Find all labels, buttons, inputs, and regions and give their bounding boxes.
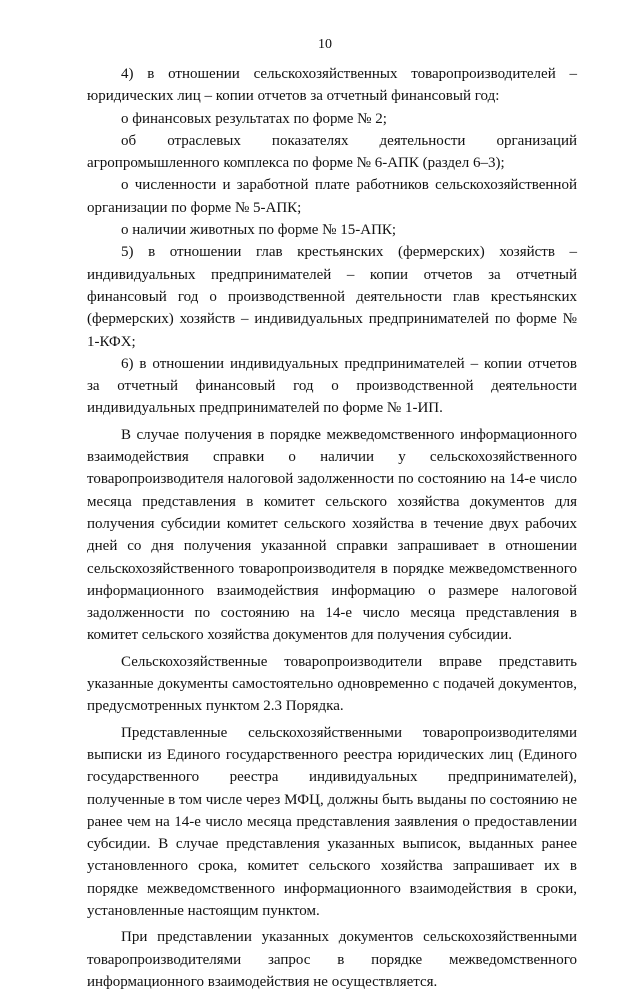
paragraph-employees-salary: о численности и заработной плате работников сельскохозяйственной организации по форме № 5-АПК;	[87, 177, 577, 216]
paragraph-registry-extracts: Представленные сельскохозяйственными товаропроизводителями выписки из Единого государственного реестра юридических лиц (Единого государственного реестра индивидуальных предпринимателей), полученные в том числе через МФЦ, должны быть выданы по состоянию не ранее чем на 14-е число месяца представления заявления о предоставлении субсидии. В случае представления указанных выписок, выданных ранее установленного срока, комитет сельского хозяйства запрашивает их в порядке межведомственного информационного взаимодействия в сроки, установленные настоящим пунктом.	[87, 724, 577, 919]
paragraph-financial-results: о финансовых результатах по форме № 2;	[121, 110, 387, 127]
page-number: 10	[318, 37, 332, 52]
body-text	[87, 63, 577, 993]
paragraph-item-6: 6) в отношении индивидуальных предпринимателей – копии отчетов за отчетный финансовый год о производственной деятельности индивидуальных предпринимателей по форме № 1-ИП.	[87, 355, 577, 417]
paragraph-no-request: При представлении указанных документов сельскохозяйственными товаропроизводителями запрос в порядке межведомственного информационного взаимодействия не осуществляется.	[87, 929, 577, 990]
paragraph-industry-indicators: об отраслевых показателях деятельности организаций агропромышленного комплекса по форме № 6-АПК (раздел 6–3);	[87, 132, 577, 172]
paragraph-livestock: о наличии животных по форме № 15-АПК;	[121, 222, 397, 239]
paragraph-item-4: 4) в отношении сельскохозяйственных товаропроизводителей – юридических лиц – копии отчетов за отчетный финансовый год:	[87, 66, 577, 105]
paragraph-self-submission: Сельскохозяйственные товаропроизводители вправе представить указанные документы самостоятельно одновременно с подачей документов, предусмотренных пунктом 2.3 Порядка.	[87, 653, 577, 715]
paragraph-tax-debt: В случае получения в порядке межведомственного информационного взаимодействия справки о наличии у сельскохозяйственного товаропроизводителя налоговой задолженности по состоянию на 14-е число месяца представления в комитет сельского хозяйства документов для получения субсидии комитет сельского хозяйства в течение двух рабочих дней со дня получения указанной справки запрашивает в отношении сельскохозяйственного товаропроизводителя в порядке межведомственного информационного взаимодействия информацию о размере налоговой задолженности по состоянию на 14-е число месяца представления в комитет сельского хозяйства документов для получения субсидии.	[87, 426, 577, 644]
paragraph-item-5: 5) в отношении глав крестьянских (фермерских) хозяйств – индивидуальных предпринимателей – копии отчетов за отчетный финансовый год о производственной деятельности глав крестьянских (фермерских) хозяйств – индивидуальных предпринимателей по форме № 1-КФХ;	[87, 244, 577, 350]
